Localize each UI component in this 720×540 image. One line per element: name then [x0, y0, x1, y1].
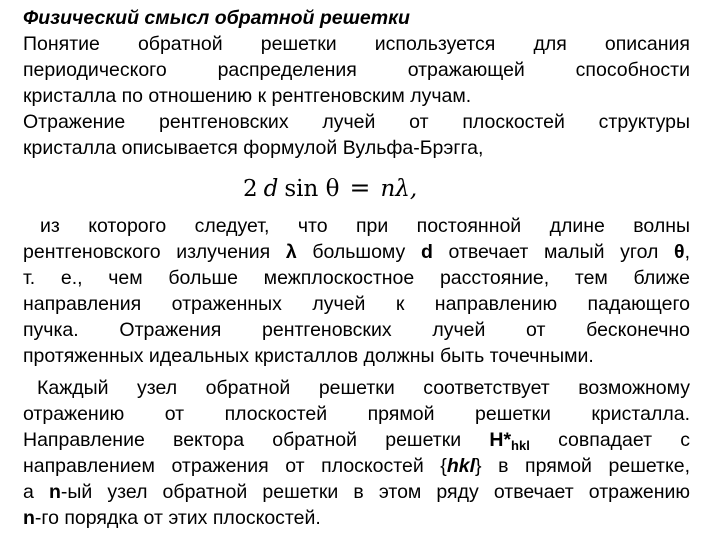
text-line: т. е., чем больше межплоскостное расстояние, тем ближе: [23, 267, 690, 289]
theta-symbol: θ: [674, 241, 685, 263]
text-line: кристалла описывается формулой Вульфа-Брэгга,: [23, 137, 484, 159]
reciprocal-vector-symbol: H*: [489, 429, 512, 451]
lambda-symbol: λ: [285, 241, 297, 263]
formula-equals: =: [349, 173, 371, 202]
paragraph-consequence: [23, 213, 690, 369]
paragraph-reciprocal-node: [23, 375, 690, 531]
d-symbol: d: [420, 241, 433, 263]
text-line: Понятие обратной решетки используется для описания: [23, 33, 690, 55]
text-line: Отражение рентгеновских лучей от плоскостей структуры: [23, 111, 690, 133]
text-line: периодического распределения отражающей способности: [23, 59, 690, 81]
hkl-subscript: hkl: [511, 438, 530, 453]
formula-coefficient: 2: [243, 176, 258, 202]
n-symbol: n: [23, 507, 35, 529]
bragg-formula: [243, 173, 417, 204]
formula-d: d: [263, 176, 279, 202]
text-line: из которого следует, что при постоянной длине волны: [40, 215, 690, 237]
text-line: пучка. Отражения рентгеновских лучей от бесконечно: [23, 319, 690, 341]
text-line: Направление вектора обратной решетки $H*_{hkl}$ совпадает с: [23, 429, 691, 453]
text-line: направлением отражения от плоскостей {hkl} в прямой решетке,: [23, 455, 690, 477]
n-symbol: n: [48, 481, 61, 503]
text-line: а n-ый узел обратной решетки в этом ряду отвечает отражению: [23, 481, 690, 503]
text-line: n-го порядка от этих плоскостей.: [23, 507, 321, 529]
page-title: Физический смысл обратной решетки: [23, 7, 410, 29]
text-line: Каждый узел обратной решетки соответствует возможному: [37, 377, 690, 399]
formula-rhs: nλ,: [380, 176, 418, 202]
text-line: протяженных идеальных кристаллов должны быть точечными.: [23, 345, 594, 367]
hkl-indices: hkl: [446, 455, 475, 477]
text-line: кристалла по отношению к рентгеновским лучам.: [23, 85, 472, 107]
formula-sin: sin θ: [284, 176, 340, 202]
paragraph-intro: [23, 31, 690, 161]
text-line: направления отраженных лучей к направлению падающего: [23, 293, 690, 315]
text-line: отражению от плоскостей прямой решетки кристалла.: [23, 403, 690, 425]
text-line: рентгеновского излучения λ большому d отвечает малый угол θ,: [23, 241, 690, 263]
